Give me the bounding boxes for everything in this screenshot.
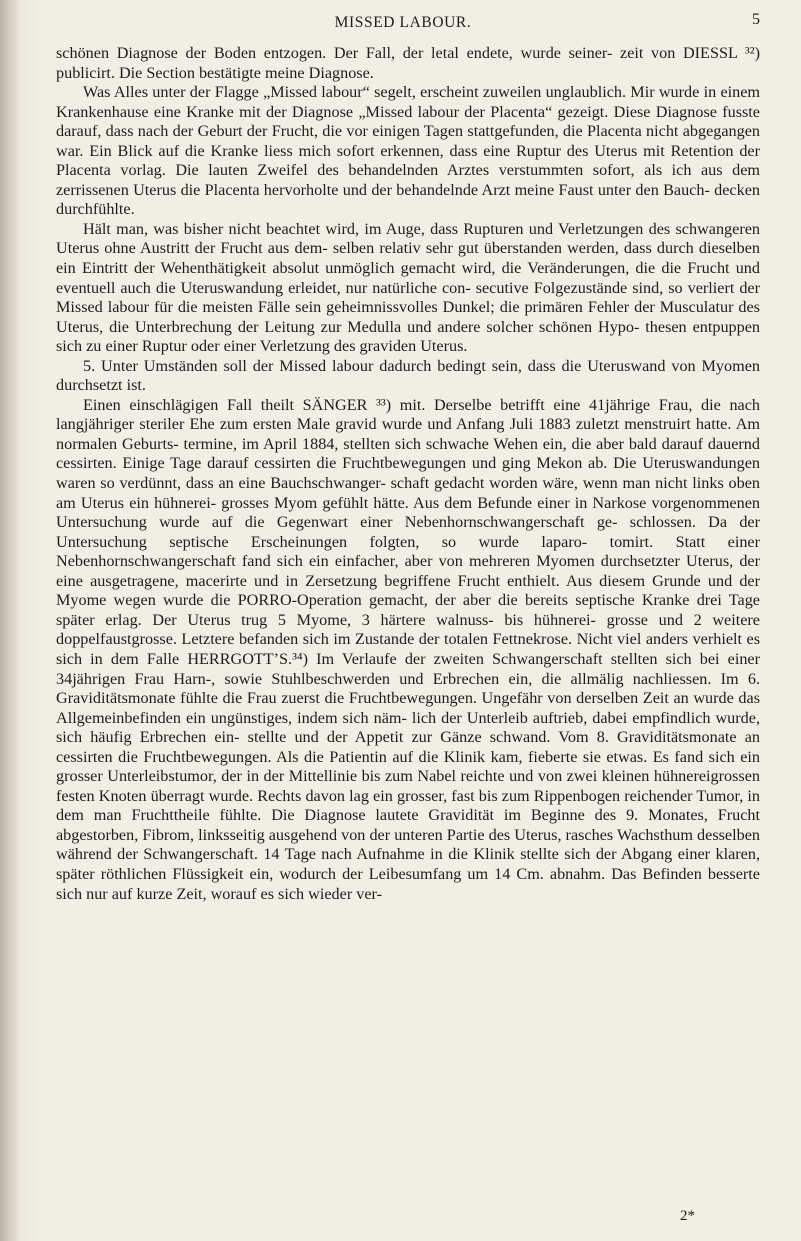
page-header [50,8,760,36]
body-text [56,44,760,904]
paragraph-3: Hält man, was bisher nicht beachtet wird, im Auge, dass Rupturen und Verletzungen des schwangeren Uterus ohne Austritt der Frucht aus dem- selben relativ sehr gut überstanden werden, dass durch dieselben ein Eintritt der Wehenthätigkeit absolut unmöglich gemacht wird, die Veränderungen, die die Frucht und eventuell auch die Uteruswandung erleidet, nur natürliche con- secutive Folgezustände sind, so verliert der Missed labour für die meisten Fälle sein geheimnissvolles Dunkel; die primären Fehler der Musculatur des Uterus, die Unterbrechung der Leitung zur Medulla und andere solcher schönen Hypo- thesen entpuppen sich zu einer Ruptur oder einer Verletzung des graviden Uterus. [56,219,760,356]
paragraph-4: 5. Unter Umständen soll der Missed labour dadurch bedingt sein, dass die Uteruswand von Myomen durchsetzt ist. [56,356,760,395]
running-head: MISSED LABOUR. [334,14,472,31]
paragraph-1: schönen Diagnose der Boden entzogen. Der Fall, der letal endete, wurde seiner- zeit von DIESSL ³²) publicirt. Die Section bestätigte meine Diagnose. [56,44,760,82]
page-gutter-edge [0,0,20,1241]
paragraph-5: Einen einschlägigen Fall theilt SÄNGER ³³) mit. Derselbe betrifft eine 41jährige Frau, die nach langjähriger steriler Ehe zum ersten Male gravid wurde und Anfang Juli 1883 zuletzt menstruirt hatte. Am normalen Geburts- termine, im April 1884, stellten sich schwache Wehen ein, die aber bald darauf dauernd cessirten. Einige Tage darauf cessirten die Fruchtbewegungen und ging Mekon ab. Die Uteruswandungen waren so verdünnt, dass an eine Bauchschwanger- schaft gedacht worden wäre, wenn man nicht links oben am Uterus ein hühnerei- grosses Myom gefühlt hätte. Aus dem Befunde einer in Narkose vorgenommenen Untersuchung wurde auf die Gegenwart einer Nebenhornschwangerschaft ge- schlossen. Da der Untersuchung septische Erscheinungen folgten, so wurde laparo- tomirt. Statt einer Nebenhornschwangerschaft fand sich ein einfacher, aber von mehreren Myomen durchsetzter Uterus, der eine ausgetragene, macerirte und in Zersetzung begriffene Frucht enthielt. Aus diesem Grunde und der Myome wegen wurde die PORRO-Operation gemacht, der aber die bereits septische Kranke drei Tage später erlag. Der Uterus trug 5 Myome, 3 härtere walnuss- bis hühnerei- grosse und 2 weitere doppelfaustgrosse. Letztere befanden sich im Zustande der totalen Fettnekrose. Nicht viel anders verhielt es sich in dem Falle HERRGOTT’S.³⁴) Im Verlaufe der zweiten Schwangerschaft stellten sich bei einer 34jährigen Frau Harn-, sowie Stuhlbeschwerden und Erbrechen ein, die allmälig nachliessen. Im 6. Graviditätsmonate fühlte die Frau zuerst die Fruchtbewegungen. Ungefähr von derselben Zeit an wurde das Allgemeinbefinden ein ungünstiges, indem sich näm- lich der Unterleib auftrieb, dabei empfindlich wurde, sich häufig Erbrechen ein- stellte und der Appetit zur Gänze schwand. Vom 8. Graviditätsmonate an cessirten die Fruchtbewegungen. Als die Patientin auf die Klinik kam, fieberte sie etwas. Es fand sich ein grosser Unterleibstumor, der in der Mittellinie bis zum Nabel reichte und von zwei kleinen hühnereigrossen festen Knoten überragt wurde. Rechts davon lag ein grosser, fast bis zum Rippenbogen reichender Tumor, in dem man Fruchttheile fühlte. Die Diagnose lautete Gravidität im Beginne des 9. Monates, Frucht abgestorben, Fibrom, linksseitig ausgehend von der unteren Partie des Uterus, rasches Wachsthum desselben während der Schwangerschaft. 14 Tage nach Aufnahme in die Klinik stellte sich der Abgang einer klaren, später röthlichen Flüssigkeit ein, wodurch der Leibesumfang um 14 Cm. abnahm. Das Befinden besserte sich nur auf kurze Zeit, worauf es sich wieder ver- [56,395,760,903]
signature-mark: 2* [680,1208,695,1224]
page-number: 5 [752,11,760,28]
paragraph-2: Was Alles unter der Flagge „Missed labour“ segelt, erscheint zuweilen unglaublich. Mir wurde in einem Krankenhause eine Kranke mit der Diagnose „Missed labour der Placenta“ gezeigt. Diese Diagnose fusste darauf, dass nach der Geburt der Frucht, die vor einigen Tagen stattgefunden, die Placenta nicht abgegangen war. Ein Blick auf die Kranke liess mich sofort erkennen, dass eine Ruptur des Uterus mit Retention der Placenta vorlag. Die lauten Zweifel des behandelnden Arztes verstummten sofort, als ich aus dem zerrissenen Uterus die Placenta hervorholte und der behandelnde Arzt meine Faust unter den Bauch- decken durchfühlte. [56,83,760,219]
